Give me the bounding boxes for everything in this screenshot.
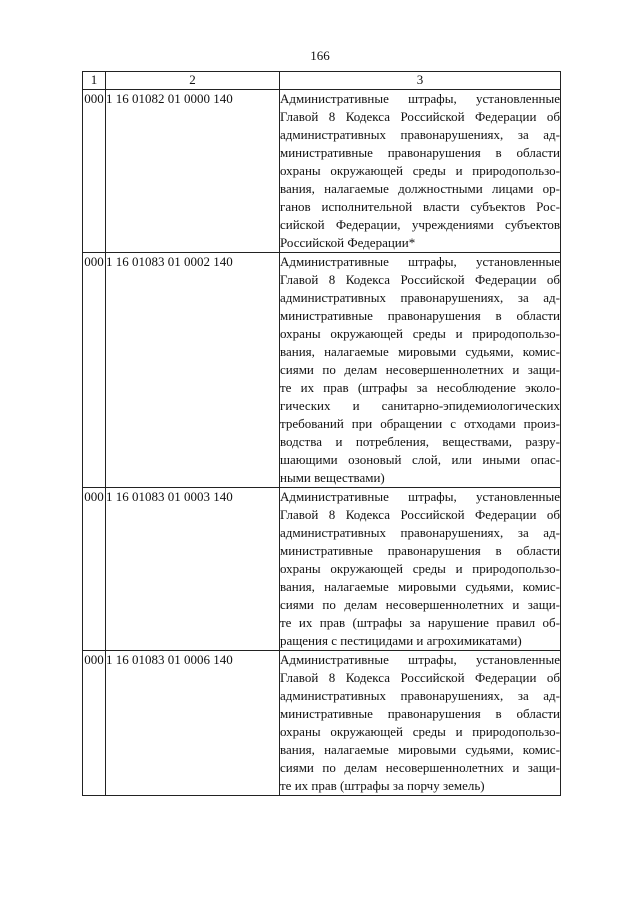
description-line: Административные штрафы, установленные: [280, 254, 560, 269]
admin-code-cell: 000: [83, 488, 106, 651]
description-cell: [280, 488, 561, 651]
description-line: министративные правонарушения в области: [280, 706, 560, 721]
description-line: вания, налагаемые должностными лицами ор-: [280, 181, 560, 196]
description-line: административных правонарушениях, за ад-: [280, 127, 560, 142]
description-line: Административные штрафы, установленные: [280, 652, 560, 667]
description-line: сиями по делам несовершеннолетних и защи-: [280, 362, 560, 377]
description-line: охраны окружающей среды и природопользо-: [280, 561, 560, 576]
description-cell: [280, 90, 561, 253]
description-line: вания, налагаемые мировыми судьями, комис-: [280, 344, 560, 359]
description-line: шающими озоновый слой, или иными опас-: [280, 452, 560, 467]
description-line: административных правонарушениях, за ад-: [280, 688, 560, 703]
description-line: те их прав (штрафы за нарушение правил об-: [280, 615, 560, 630]
description-cell: [280, 651, 561, 796]
column-header: 3: [280, 72, 561, 90]
description-line: сиями по делам несовершеннолетних и защи-: [280, 760, 560, 775]
description-line: вания, налагаемые мировыми судьями, комис-: [280, 579, 560, 594]
table-row: [83, 488, 561, 651]
description-cell: [280, 253, 561, 488]
description-line: Главой 8 Кодекса Российской Федерации об: [280, 272, 560, 287]
description-line: ращения с пестицидами и агрохимикатами): [280, 633, 522, 648]
description-line: Российской Федерации*: [280, 235, 416, 250]
description-line: министративные правонарушения в области: [280, 308, 560, 323]
description-line: требований при обращении с отходами произ-: [280, 416, 560, 431]
description-line: те их прав (штрафы за порчу земель): [280, 778, 485, 793]
description-line: охраны окружающей среды и природопользо-: [280, 163, 560, 178]
description-line: Административные штрафы, установленные: [280, 489, 560, 504]
admin-code-cell: 000: [83, 651, 106, 796]
admin-code-cell: 000: [83, 90, 106, 253]
table-header-row: [83, 72, 561, 90]
description-line: те их прав (штрафы за несоблюдение эколо-: [280, 380, 560, 395]
description-line: Главой 8 Кодекса Российской Федерации об: [280, 109, 560, 124]
description-line: вания, налагаемые мировыми судьями, комис-: [280, 742, 560, 757]
description-line: ными веществами): [280, 470, 385, 485]
description-line: административных правонарушениях, за ад-: [280, 290, 560, 305]
description-line: водства и потребления, веществами, разру-: [280, 434, 560, 449]
description-line: Главой 8 Кодекса Российской Федерации об: [280, 670, 560, 685]
column-header: 1: [83, 72, 106, 90]
table-row: [83, 253, 561, 488]
admin-code-cell: 000: [83, 253, 106, 488]
budget-classification-code-cell: 1 16 01082 01 0000 140: [106, 90, 280, 253]
budget-classification-code-cell: 1 16 01083 01 0003 140: [106, 488, 280, 651]
description-line: охраны окружающей среды и природопользо-: [280, 326, 560, 341]
description-line: ганов исполнительной власти субъектов Рос-: [280, 199, 560, 214]
page-number: 166: [310, 48, 330, 63]
table-body: [83, 90, 561, 796]
description-line: гических и санитарно-эпидемиологических: [280, 398, 560, 413]
budget-classification-code-cell: 1 16 01083 01 0002 140: [106, 253, 280, 488]
description-line: сийской Федерации, учреждениями субъектов: [280, 217, 560, 232]
budget-codes-table: [82, 71, 561, 796]
table-row: [83, 90, 561, 253]
description-line: сиями по делам несовершеннолетних и защи-: [280, 597, 560, 612]
description-line: административных правонарушениях, за ад-: [280, 525, 560, 540]
description-line: охраны окружающей среды и природопользо-: [280, 724, 560, 739]
table-row: [83, 651, 561, 796]
description-line: Главой 8 Кодекса Российской Федерации об: [280, 507, 560, 522]
description-line: министративные правонарушения в области: [280, 543, 560, 558]
column-header: 2: [106, 72, 280, 90]
budget-classification-code-cell: 1 16 01083 01 0006 140: [106, 651, 280, 796]
description-line: Административные штрафы, установленные: [280, 91, 560, 106]
description-line: министративные правонарушения в области: [280, 145, 560, 160]
